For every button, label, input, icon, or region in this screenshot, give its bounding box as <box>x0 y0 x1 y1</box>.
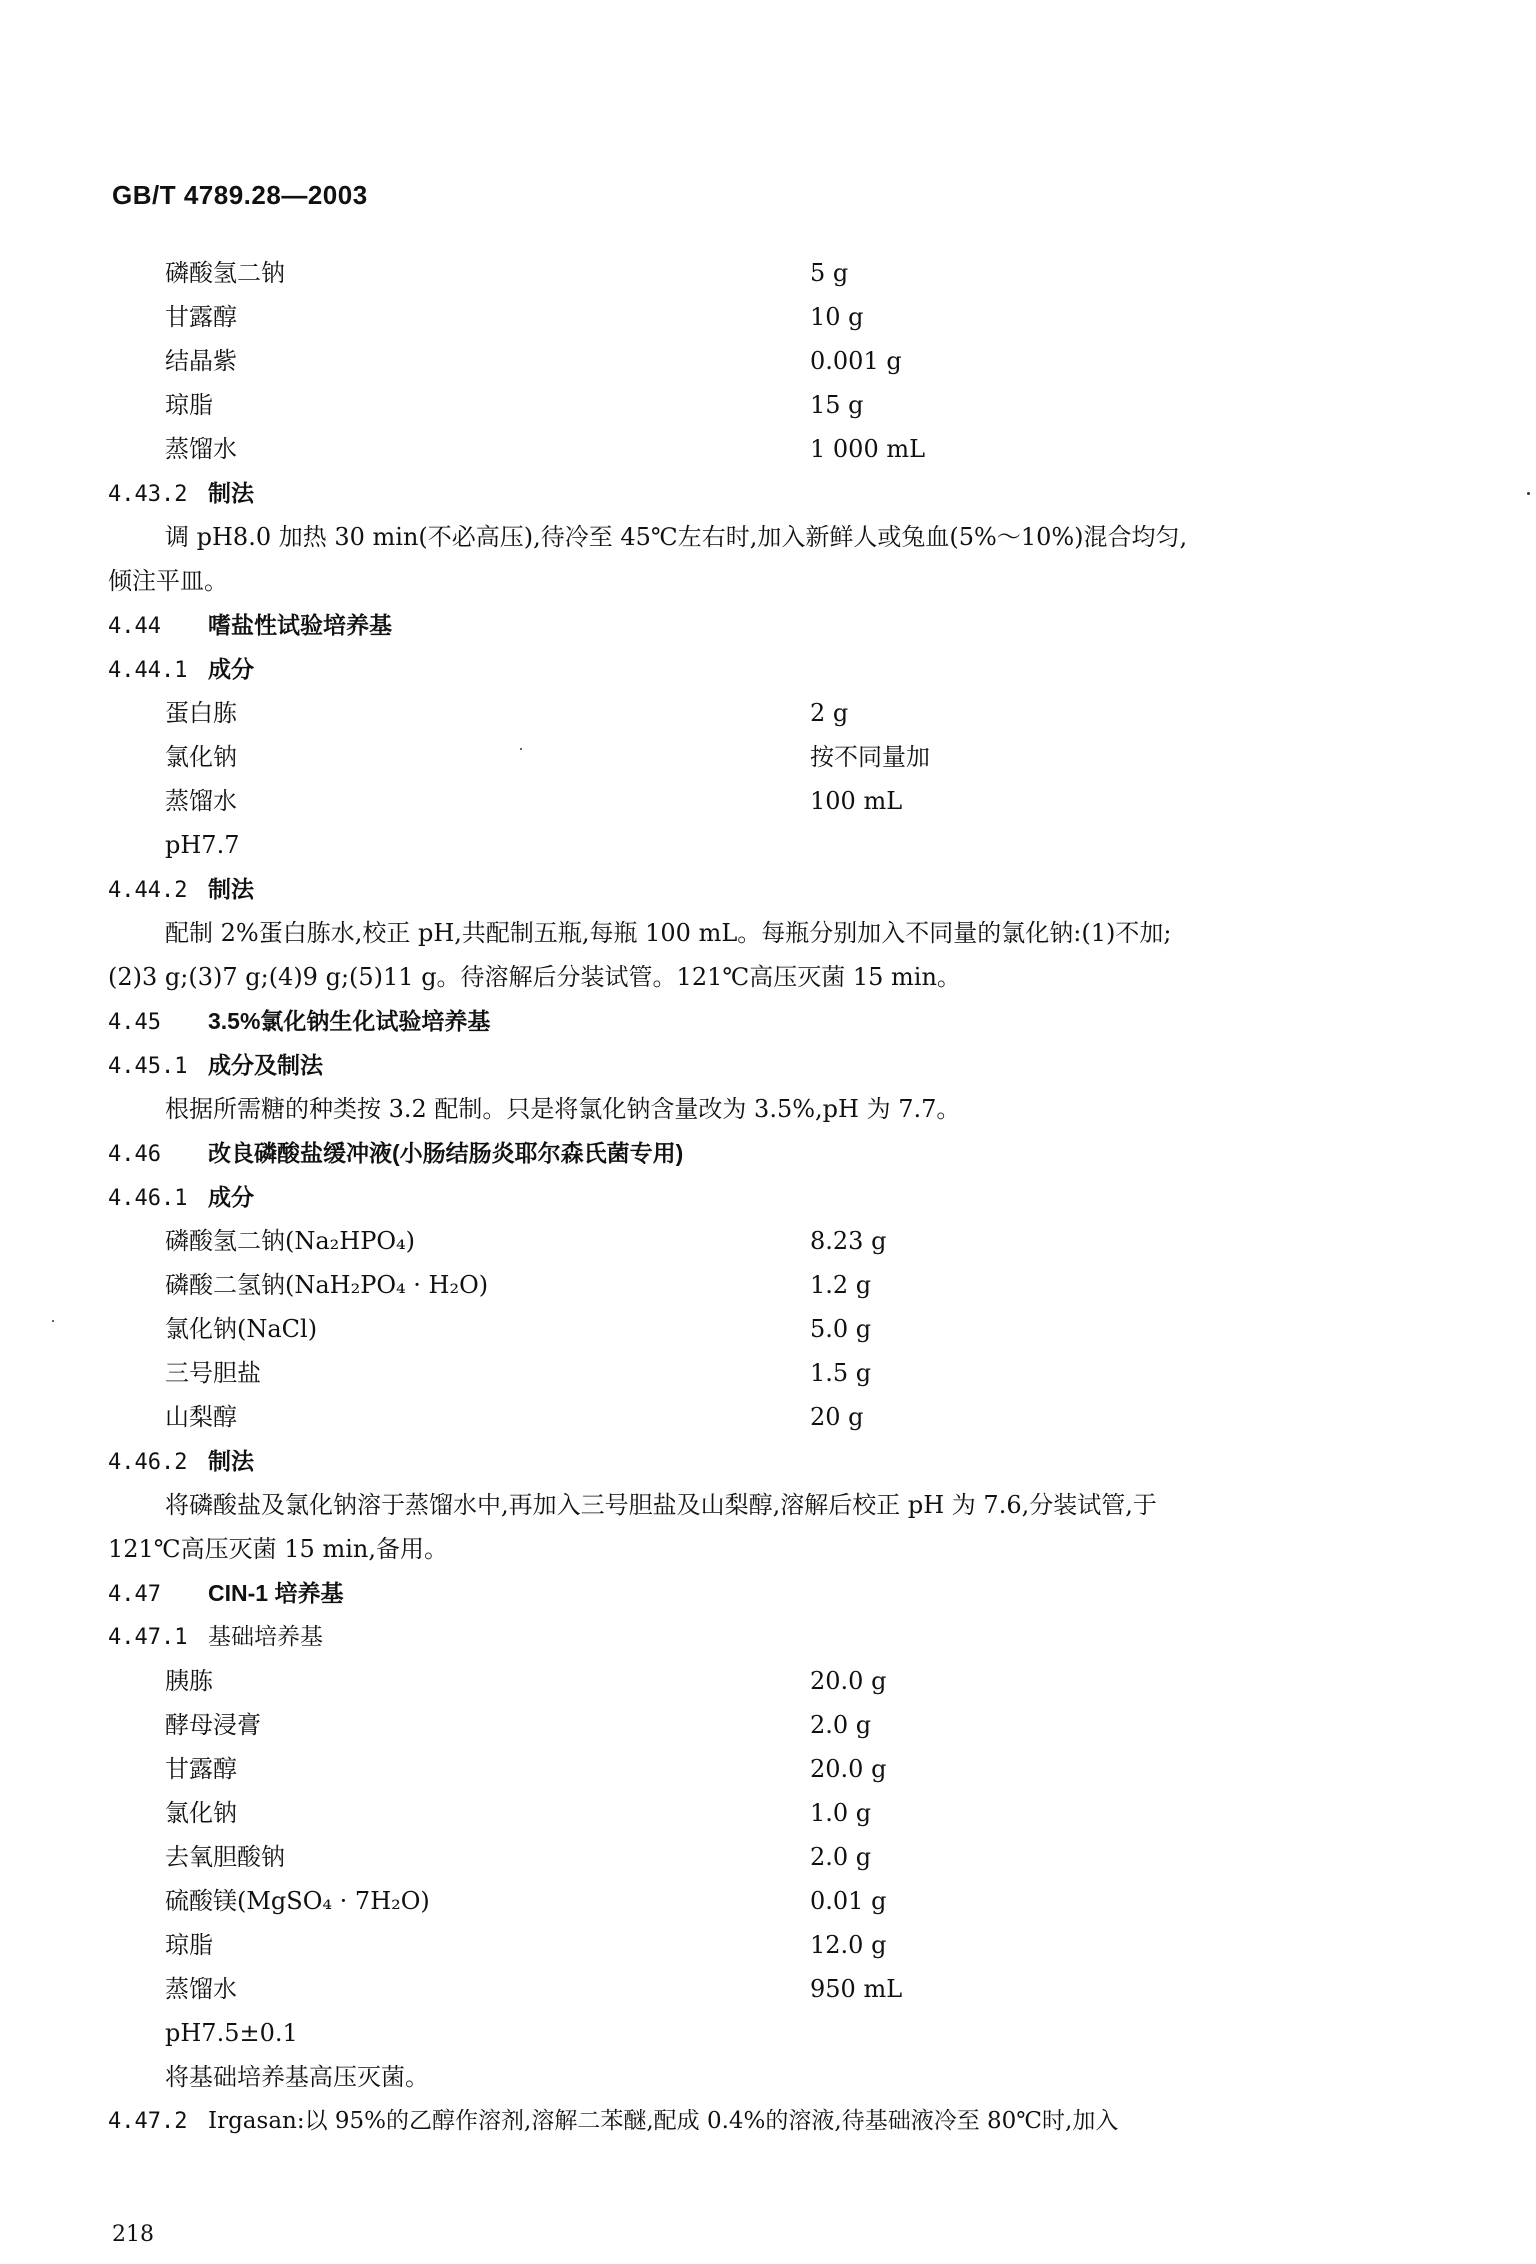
paragraph-line: (2)3 g;(3)7 g;(4)9 g;(5)11 g。待溶解后分装试管。121℃高压灭菌 15 min。 <box>108 963 961 991</box>
ingredient-amount: 100 mL <box>810 787 903 815</box>
subsection-title: 成分 <box>208 656 254 682</box>
subsection-title: 基础培养基 <box>208 1624 323 1650</box>
ingredient-amount: 5 g <box>810 259 849 287</box>
subsection-heading <box>108 1441 254 1481</box>
ingredient-amount: 0.01 g <box>810 1887 887 1915</box>
ingredient-name: 硫酸镁(MgSO₄ · 7H₂O) <box>165 1887 430 1915</box>
ingredient-name: 甘露醇 <box>165 1755 237 1783</box>
ingredient-name: 氯化钠 <box>165 743 237 771</box>
ingredient-amount: 1.5 g <box>810 1359 872 1387</box>
paragraph-line: 121℃高压灭菌 15 min,备用。 <box>108 1535 448 1563</box>
subsection-number: 4.46.2 <box>108 1450 188 1475</box>
ingredient-name: 胰胨 <box>165 1667 213 1695</box>
section-heading <box>108 1133 683 1173</box>
section-number: 4.46 <box>108 1142 161 1167</box>
note-line: 将基础培养基高压灭菌。 <box>165 2063 429 2091</box>
ingredient-name: 酵母浸膏 <box>165 1711 261 1739</box>
subsection-heading <box>108 2101 1118 2141</box>
subsection-number: 4.47.2 <box>108 2109 188 2134</box>
subsection-heading <box>108 869 254 909</box>
subsection-title: 制法 <box>208 1448 254 1474</box>
section-title: 3.5%氯化钠生化试验培养基 <box>208 1008 491 1034</box>
section-title: 改良磷酸盐缓冲液(小肠结肠炎耶尔森氏菌专用) <box>208 1140 684 1166</box>
paragraph-line: 根据所需糖的种类按 3.2 配制。只是将氯化钠含量改为 3.5%,pH 为 7.7。 <box>165 1095 961 1123</box>
subsection-number: 4.44.2 <box>108 878 188 903</box>
ingredient-name: 蛋白胨 <box>165 699 237 727</box>
ingredient-name: 氯化钠 <box>165 1799 237 1827</box>
ingredient-name: 琼脂 <box>165 1931 213 1959</box>
section-title: 嗜盐性试验培养基 <box>208 612 392 638</box>
section-number: 4.47 <box>108 1582 161 1607</box>
subsection-text: Irgasan:以 95%的乙醇作溶剂,溶解二苯醚,配成 0.4%的溶液,待基础液冷至 80℃时,加入 <box>208 2108 1119 2134</box>
ph-value: pH7.5±0.1 <box>165 2019 298 2047</box>
ingredient-name: 磷酸二氢钠(NaH₂PO₄ · H₂O) <box>165 1271 489 1299</box>
subsection-title: 制法 <box>208 876 254 902</box>
ingredient-amount: 2.0 g <box>810 1711 872 1739</box>
subsection-heading <box>108 1617 323 1657</box>
ingredient-amount: 1.0 g <box>810 1799 872 1827</box>
ingredient-amount: 5.0 g <box>810 1315 872 1343</box>
section-number: 4.45 <box>108 1010 161 1035</box>
ingredient-amount: 950 mL <box>810 1975 903 2003</box>
scan-speck <box>1527 492 1530 495</box>
ingredient-name: 琼脂 <box>165 391 213 419</box>
subsection-heading <box>108 649 254 689</box>
section-heading <box>108 1573 343 1613</box>
ingredient-name: 磷酸氢二钠 <box>165 259 285 287</box>
ingredient-name: 结晶紫 <box>165 347 237 375</box>
ingredient-amount: 20.0 g <box>810 1755 887 1783</box>
ingredient-amount: 20.0 g <box>810 1667 887 1695</box>
ingredient-name: 去氧胆酸钠 <box>165 1843 285 1871</box>
ingredient-name: 磷酸氢二钠(Na₂HPO₄) <box>165 1227 416 1255</box>
ingredient-amount: 2.0 g <box>810 1843 872 1871</box>
paragraph-line: 配制 2%蛋白胨水,校正 pH,共配制五瓶,每瓶 100 mL。每瓶分别加入不同量的氯化钠:(1)不加; <box>165 919 1172 947</box>
page-number: 218 <box>112 2222 154 2247</box>
ingredient-amount: 15 g <box>810 391 864 419</box>
section-title: CIN-1 培养基 <box>208 1580 344 1606</box>
ingredient-amount: 按不同量加 <box>810 743 930 771</box>
ingredient-amount: 8.23 g <box>810 1227 887 1255</box>
subsection-number: 4.44.1 <box>108 658 188 683</box>
subsection-number: 4.47.1 <box>108 1625 188 1650</box>
ingredient-name: 蒸馏水 <box>165 435 237 463</box>
subsection-title: 成分及制法 <box>208 1052 323 1078</box>
section-number: 4.44 <box>108 614 161 639</box>
ingredient-amount: 20 g <box>810 1403 864 1431</box>
scan-speck <box>52 1320 54 1322</box>
ingredient-amount: 0.001 g <box>810 347 902 375</box>
ingredient-name: 氯化钠(NaCl) <box>165 1315 318 1343</box>
ingredient-amount: 2 g <box>810 699 849 727</box>
ingredient-amount: 1.2 g <box>810 1271 872 1299</box>
paragraph-line: 将磷酸盐及氯化钠溶于蒸馏水中,再加入三号胆盐及山梨醇,溶解后校正 pH 为 7.6,分装试管,于 <box>165 1491 1157 1519</box>
subsection-heading <box>108 1045 323 1085</box>
ingredient-name: 蒸馏水 <box>165 1975 237 2003</box>
subsection-title: 制法 <box>208 480 254 506</box>
ingredient-name: 三号胆盐 <box>165 1359 261 1387</box>
subsection-heading <box>108 1177 254 1217</box>
subsection-number: 4.43.2 <box>108 482 188 507</box>
paragraph-line: 倾注平皿。 <box>108 567 228 595</box>
ingredient-amount: 10 g <box>810 303 864 331</box>
subsection-heading <box>108 473 254 513</box>
ingredient-name: 甘露醇 <box>165 303 237 331</box>
section-heading <box>108 605 392 645</box>
ingredient-name: 山梨醇 <box>165 1403 237 1431</box>
ph-value: pH7.7 <box>165 831 240 859</box>
ingredient-amount: 12.0 g <box>810 1931 887 1959</box>
subsection-title: 成分 <box>208 1184 254 1210</box>
subsection-number: 4.46.1 <box>108 1186 188 1211</box>
ingredient-name: 蒸馏水 <box>165 787 237 815</box>
standard-code-header: GB/T 4789.28—2003 <box>112 180 368 210</box>
ingredient-amount: 1 000 mL <box>810 435 926 463</box>
subsection-number: 4.45.1 <box>108 1054 188 1079</box>
paragraph-line: 调 pH8.0 加热 30 min(不必高压),待冷至 45℃左右时,加入新鲜人或兔血(5%～10%)混合均匀, <box>165 523 1188 551</box>
section-heading <box>108 1001 490 1041</box>
scan-speck <box>520 748 522 750</box>
